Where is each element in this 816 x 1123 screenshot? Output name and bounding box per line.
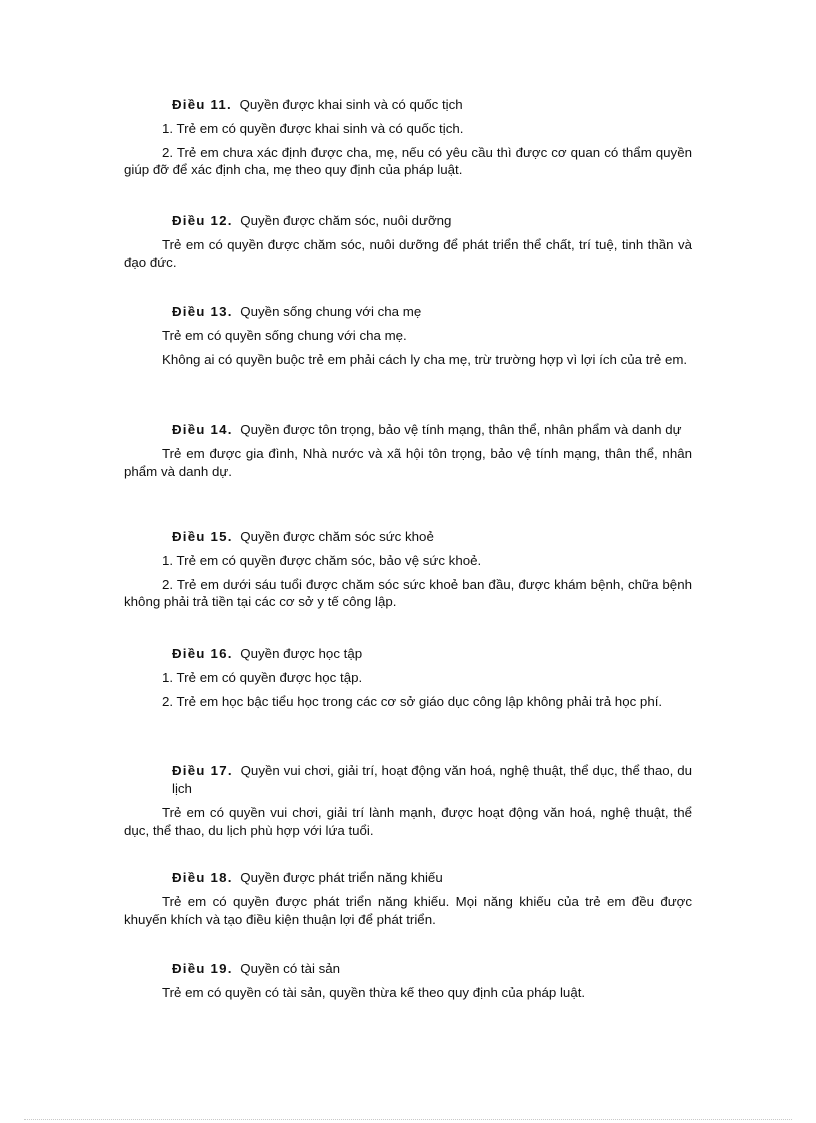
- article-heading: [124, 96, 692, 114]
- article-heading: [124, 762, 692, 798]
- article-label: Điều 16.: [172, 646, 233, 661]
- article-paragraph: Trẻ em có quyền vui chơi, giải trí lành mạnh, được hoạt động văn hoá, nghệ thuật, thể dục, thể thao, du lịch phù hợp với lứa tuổi.: [124, 805, 692, 838]
- article-paragraph: 2. Trẻ em chưa xác định được cha, mẹ, nếu có yêu cầu thì được cơ quan có thẩm quyền giúp đỡ để xác định cha, mẹ theo quy định của pháp luật.: [124, 144, 692, 177]
- article-label: Điều 12.: [172, 213, 233, 228]
- article-title: Quyền được phát triển năng khiếu: [240, 870, 443, 885]
- article-heading: [124, 869, 692, 887]
- article-label: Điều 14.: [172, 422, 233, 437]
- article-paragraph: Trẻ em được gia đình, Nhà nước và xã hội tôn trọng, bảo vệ tính mạng, thân thể, nhân phẩm và danh dự.: [124, 446, 692, 479]
- article-paragraph: Trẻ em có quyền được phát triển năng khiếu. Mọi năng khiếu của trẻ em đều được khuyến khích và tạo điều kiện thuận lợi để phát triển.: [124, 894, 692, 927]
- article-title: Quyền được chăm sóc sức khoẻ: [240, 529, 434, 544]
- article-title: Quyền được tôn trọng, bảo vệ tính mạng, thân thể, nhân phẩm và danh dự: [240, 422, 682, 437]
- article-heading: [124, 421, 692, 439]
- article-paragraph: Trẻ em có quyền sống chung với cha mẹ.: [162, 328, 407, 343]
- article-12: [124, 212, 692, 271]
- article-heading: [124, 303, 692, 321]
- article-label: Điều 11.: [172, 97, 232, 112]
- article-paragraph: Trẻ em có quyền được chăm sóc, nuôi dưỡng để phát triển thể chất, trí tuệ, tinh thần và đạo đức.: [124, 237, 692, 270]
- article-label: Điều 19.: [172, 961, 233, 976]
- article-paragraph: 1. Trẻ em có quyền được học tập.: [162, 670, 363, 685]
- article-heading: [124, 528, 692, 546]
- article-paragraph: 1. Trẻ em có quyền được chăm sóc, bảo vệ sức khoẻ.: [162, 553, 482, 568]
- article-paragraph: Không ai có quyền buộc trẻ em phải cách ly cha mẹ, trừ trường hợp vì lợi ích của trẻ em.: [162, 351, 688, 367]
- article-title: Quyền được học tập: [240, 646, 363, 661]
- article-title: Quyền có tài sản: [240, 961, 341, 976]
- article-heading: [124, 960, 692, 978]
- article-11: [124, 96, 692, 179]
- article-label: Điều 18.: [172, 870, 233, 885]
- article-paragraph: 2. Trẻ em dưới sáu tuổi được chăm sóc sức khoẻ ban đầu, được khám bệnh, chữa bệnh không phải trả tiền tại các cơ sở y tế công lập.: [124, 576, 692, 609]
- article-13: [124, 303, 692, 368]
- article-17: [124, 762, 692, 839]
- article-title: Quyền sống chung với cha mẹ: [240, 304, 422, 319]
- article-19: [124, 960, 692, 1002]
- article-title: Quyền được chăm sóc, nuôi dưỡng: [240, 213, 452, 228]
- article-title: Quyền vui chơi, giải trí, hoạt động văn hoá, nghệ thuật, thể dục, thể thao, du lịch: [172, 763, 692, 796]
- article-heading: [124, 212, 692, 230]
- article-label: Điều 17.: [172, 763, 233, 778]
- article-label: Điều 13.: [172, 304, 233, 319]
- article-15: [124, 528, 692, 611]
- article-paragraph: Trẻ em có quyền có tài sản, quyền thừa kế theo quy định của pháp luật.: [162, 985, 586, 1000]
- article-heading: [124, 645, 692, 663]
- article-title: Quyền được khai sinh và có quốc tịch: [239, 97, 463, 112]
- page-bottom-border: [24, 1119, 792, 1120]
- article-label: Điều 15.: [172, 529, 233, 544]
- article-paragraph: 2. Trẻ em học bậc tiểu học trong các cơ sở giáo dục công lập không phải trả học phí.: [162, 693, 663, 709]
- article-paragraph: 1. Trẻ em có quyền được khai sinh và có quốc tịch.: [162, 121, 464, 136]
- article-16: [124, 645, 692, 710]
- article-14: [124, 421, 692, 480]
- article-18: [124, 869, 692, 928]
